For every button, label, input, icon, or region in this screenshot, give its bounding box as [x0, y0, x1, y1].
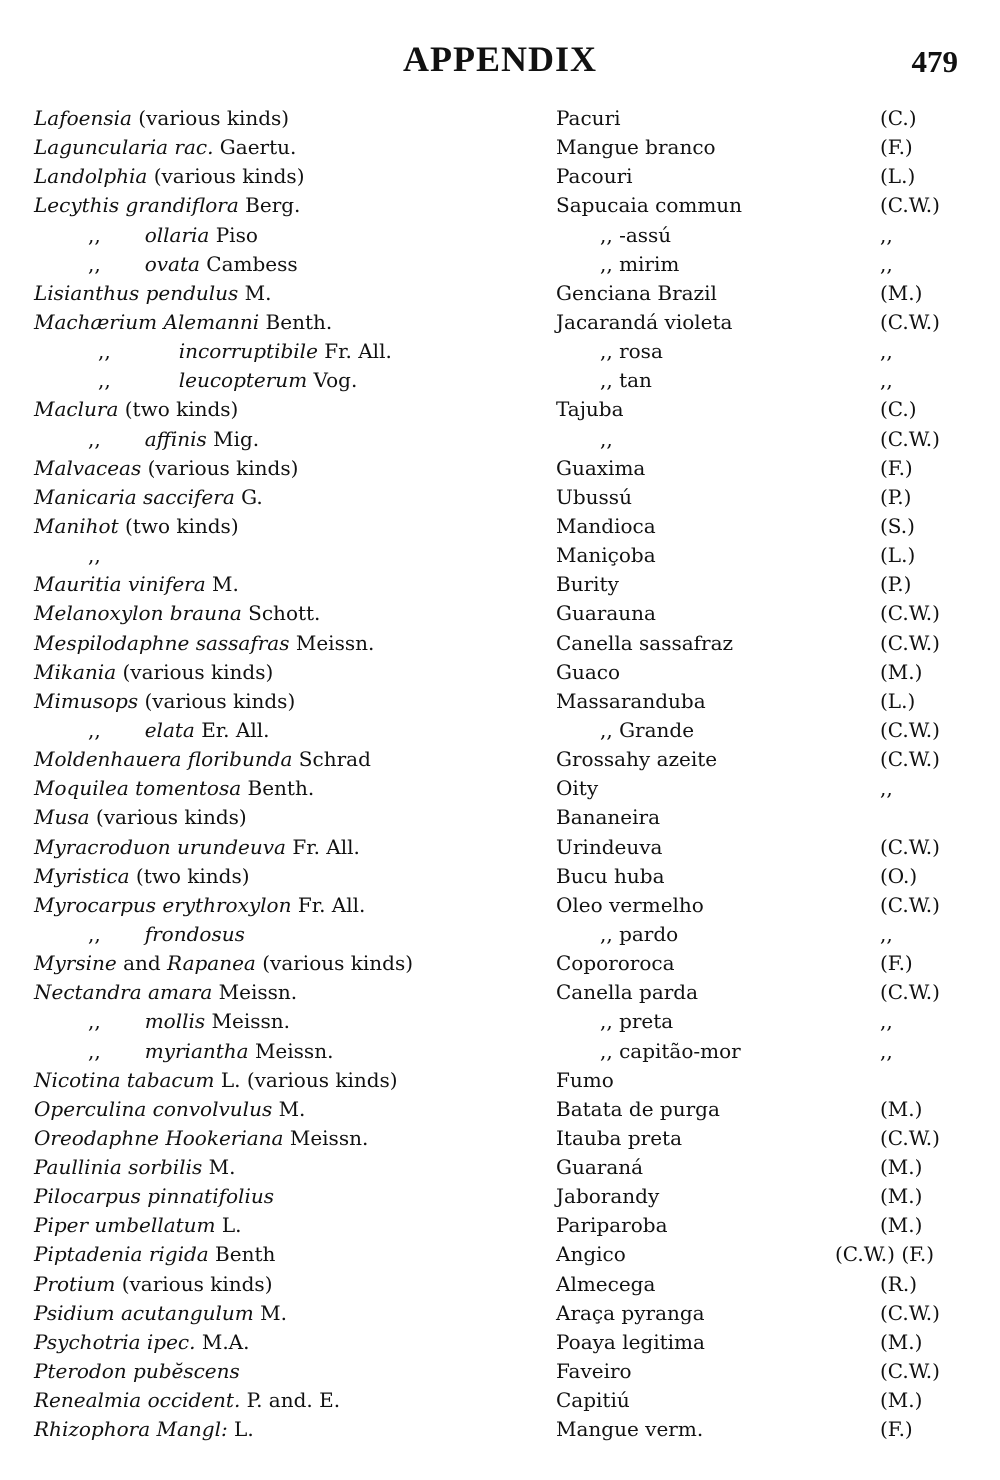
- region-code: ,,: [880, 368, 893, 393]
- scientific-name: [34, 745, 371, 774]
- scientific-name: [34, 133, 296, 162]
- table-row: [0, 1240, 1000, 1269]
- author-note: (various kinds): [89, 805, 247, 830]
- region-code: (O.): [880, 863, 918, 888]
- author-note: (two kinds): [118, 397, 239, 422]
- genus-species: ollaria: [144, 222, 210, 247]
- author-note: L.: [227, 1417, 254, 1442]
- author-note: Meissn.: [205, 1009, 291, 1034]
- genus-species: Melanoxylon brauna: [34, 601, 242, 626]
- genus-species: Moquilea tomentosa: [34, 776, 242, 801]
- common-name: Angico: [556, 1242, 626, 1267]
- common-name: Maniçoba: [556, 543, 656, 568]
- appendix-table: [0, 104, 1000, 1444]
- scientific-name: [34, 1066, 398, 1095]
- scientific-name: [34, 949, 413, 978]
- scientific-name: [34, 1124, 368, 1153]
- scientific-name: [88, 1037, 333, 1066]
- common-name: ,, tan: [600, 368, 652, 393]
- genus-species: Protium: [34, 1271, 116, 1296]
- table-row: [0, 803, 1000, 832]
- author-note: Benth.: [241, 776, 315, 801]
- genus-species: mollis: [144, 1009, 206, 1034]
- table-row: [0, 658, 1000, 687]
- table-row: [0, 978, 1000, 1007]
- table-row: [0, 774, 1000, 803]
- author-note: Cambess: [199, 251, 298, 276]
- common-name: Araça pyranga: [556, 1300, 705, 1325]
- genus-species: Mespilodaphne sassafras: [34, 630, 290, 655]
- table-row: [0, 221, 1000, 250]
- genus-species: Machærium Alemanni: [34, 309, 260, 334]
- author-note: Gaertu.: [213, 135, 297, 160]
- author-note: M.: [205, 572, 239, 597]
- region-code: (C.W.): [880, 892, 940, 917]
- author-note: Piso: [209, 222, 258, 247]
- common-name: Guaco: [556, 659, 621, 684]
- region-code: (C.W.): [880, 601, 940, 626]
- author-note: (various kinds): [115, 1271, 273, 1296]
- common-name: Mangue verm.: [556, 1417, 704, 1442]
- scientific-name: [88, 920, 245, 949]
- table-row: [0, 833, 1000, 862]
- scientific-name: [34, 833, 360, 862]
- common-name: Bucu huba: [556, 863, 665, 888]
- genus-species: elata: [144, 717, 195, 742]
- scientific-name: [34, 308, 332, 337]
- region-code: (M.): [880, 1096, 923, 1121]
- common-name: Capitiú: [556, 1388, 630, 1413]
- common-name: Guarauna: [556, 601, 656, 626]
- author-note: G.: [234, 484, 263, 509]
- region-code: (M.): [880, 1213, 923, 1238]
- genus-species: Manihot: [34, 513, 119, 538]
- region-code: ,,: [880, 921, 893, 946]
- region-code: (C.): [880, 106, 917, 130]
- table-row: [0, 599, 1000, 628]
- genus-species: Psychotria ipec.: [34, 1329, 196, 1354]
- author-note: (various kinds): [147, 164, 305, 189]
- common-name: Guaxima: [556, 455, 646, 480]
- scientific-name: [34, 599, 320, 628]
- table-row: [0, 687, 1000, 716]
- region-code: (C.W.): [880, 747, 940, 772]
- region-code: (C.W.): [880, 834, 940, 859]
- scientific-name: [34, 104, 289, 133]
- scientific-name: [34, 978, 297, 1007]
- table-row: [0, 279, 1000, 308]
- scientific-name: [88, 541, 101, 570]
- region-code: (P.): [880, 572, 912, 597]
- scientific-name: [34, 1270, 273, 1299]
- common-name: Massaranduba: [556, 688, 706, 713]
- table-row: [0, 366, 1000, 395]
- common-name: Pacuri: [556, 106, 621, 130]
- region-code: (C.W.): [880, 1125, 940, 1150]
- region-code: (C.W.): [880, 426, 940, 451]
- scientific-name: [34, 1095, 305, 1124]
- table-row: [0, 1182, 1000, 1211]
- common-name: ,, Grande: [600, 717, 695, 742]
- common-name: Copororoca: [556, 951, 675, 976]
- author-note: Berg.: [238, 193, 301, 218]
- author-note: M.: [253, 1300, 287, 1325]
- region-code: (L.): [880, 164, 916, 189]
- author-note: Meissn.: [283, 1125, 369, 1150]
- author-note: Vog.: [307, 368, 358, 393]
- table-row: [0, 133, 1000, 162]
- scientific-name: [88, 716, 269, 745]
- ditto-mark: ,,: [88, 717, 101, 742]
- table-row: [0, 1095, 1000, 1124]
- genus-species: Nicotina tabacum: [34, 1067, 215, 1092]
- table-row: [0, 308, 1000, 337]
- genus-species: Musa: [34, 805, 90, 830]
- table-row: [0, 949, 1000, 978]
- table-row: [0, 104, 1000, 133]
- common-name: ,, mirim: [600, 251, 680, 276]
- table-row: [0, 1415, 1000, 1444]
- region-code: (L.): [880, 688, 916, 713]
- region-code: (C.W.): [880, 309, 940, 334]
- scientific-name: [34, 862, 250, 891]
- scientific-name: [88, 250, 298, 279]
- region-code: (P.): [880, 484, 912, 509]
- scientific-name: [34, 191, 300, 220]
- table-row: [0, 1153, 1000, 1182]
- author-note: Meissn.: [212, 980, 298, 1005]
- common-name: Ubussú: [556, 484, 632, 509]
- table-row: [0, 1037, 1000, 1066]
- scientific-name: [34, 1153, 235, 1182]
- region-code: (M.): [880, 280, 923, 305]
- table-row: [0, 716, 1000, 745]
- genus-species: Oreodaphne Hookeriana: [34, 1125, 284, 1150]
- author-note: Er. All.: [194, 717, 270, 742]
- table-row: [0, 1299, 1000, 1328]
- author-note: (various kinds): [255, 951, 414, 976]
- table-row: [0, 483, 1000, 512]
- common-name: Canella sassafraz: [556, 630, 734, 655]
- common-name: Oleo vermelho: [556, 892, 704, 917]
- ditto-mark: ,,: [98, 368, 111, 393]
- region-code: ,,: [880, 776, 893, 801]
- author-note: Meissn.: [248, 1038, 334, 1063]
- table-row: [0, 862, 1000, 891]
- ditto-mark: ,,: [88, 426, 101, 451]
- genus-species: leucopterum: [178, 368, 308, 393]
- region-code: (F.): [880, 951, 913, 976]
- scientific-name: [34, 483, 263, 512]
- genus-species: frondosus: [144, 921, 245, 946]
- genus-species: Pterodon pubĕscens: [34, 1359, 240, 1384]
- region-code: (C.W.): [880, 980, 940, 1005]
- region-code: (F.): [880, 455, 913, 480]
- common-name: Sapucaia commun: [556, 193, 743, 218]
- table-row: [0, 337, 1000, 366]
- author-note: (two kinds): [118, 513, 239, 538]
- scientific-name: [34, 1328, 249, 1357]
- common-name: Poaya legitima: [556, 1329, 705, 1354]
- scientific-name: [34, 1211, 242, 1240]
- author-note: (various kinds): [116, 659, 274, 684]
- region-code: (F.): [880, 135, 913, 160]
- table-row: [0, 1270, 1000, 1299]
- author-note: (various kinds): [131, 106, 290, 130]
- region-code: (C.W.): [880, 1300, 940, 1325]
- genus-species: Renealmia occident.: [34, 1388, 241, 1413]
- table-row: [0, 1124, 1000, 1153]
- table-row: [0, 570, 1000, 599]
- author-note: (two kinds): [129, 863, 250, 888]
- common-name: Jaborandy: [556, 1184, 660, 1209]
- genus-species: Myristica: [34, 863, 130, 888]
- genus-species: Nectandra amara: [34, 980, 213, 1005]
- common-name: Faveiro: [556, 1359, 632, 1384]
- region-code: (M.): [880, 1329, 923, 1354]
- common-name: Grossahy azeite: [556, 747, 718, 772]
- scientific-name: [34, 891, 365, 920]
- table-row: [0, 250, 1000, 279]
- scientific-name: [34, 454, 298, 483]
- author-note: Schott.: [241, 601, 321, 626]
- scientific-name: [34, 279, 272, 308]
- table-row: [0, 1211, 1000, 1240]
- region-code: (F.): [880, 1417, 913, 1442]
- table-row: [0, 541, 1000, 570]
- page-number: 479: [911, 44, 958, 79]
- table-row: [0, 1386, 1000, 1415]
- author-note: P. and. E.: [240, 1388, 341, 1413]
- region-code: (C.W.): [880, 1359, 940, 1384]
- common-name: Canella parda: [556, 980, 699, 1005]
- author-note: M.: [202, 1155, 236, 1180]
- scientific-name: [34, 512, 239, 541]
- scientific-name: [98, 366, 357, 395]
- author-note: Fr. All.: [291, 892, 366, 917]
- common-name: Tajuba: [556, 397, 624, 422]
- region-code: (S.): [880, 513, 915, 538]
- region-code: ,,: [880, 1009, 893, 1034]
- table-row: [0, 425, 1000, 454]
- author-note: M.: [272, 1096, 306, 1121]
- table-row: [0, 745, 1000, 774]
- common-name: ,, rosa: [600, 339, 663, 364]
- ditto-mark: ,,: [88, 1038, 101, 1063]
- genus-species: Laguncularia rac.: [34, 135, 214, 160]
- ditto-mark: ,,: [88, 921, 101, 946]
- author-note: Benth: [208, 1242, 276, 1267]
- common-name: Mandioca: [556, 513, 656, 538]
- common-name: Burity: [556, 572, 619, 597]
- page-title: APPENDIX: [403, 39, 597, 79]
- common-name: ,, preta: [600, 1009, 674, 1034]
- author-note: M.: [238, 280, 272, 305]
- scientific-name: [34, 658, 273, 687]
- region-code: ,,: [880, 222, 893, 247]
- author-note: Benth.: [259, 309, 333, 334]
- region-code: (M.): [880, 1388, 923, 1413]
- region-code: (L.): [880, 543, 916, 568]
- genus-species: Lisianthus pendulus: [34, 280, 239, 305]
- author-note: Mig.: [206, 426, 260, 451]
- common-name: Guaraná: [556, 1155, 644, 1180]
- genus-species: ovata: [144, 251, 200, 276]
- table-row: [0, 1066, 1000, 1095]
- genus-species: Operculina convolvulus: [34, 1096, 273, 1121]
- region-code: ,,: [880, 339, 893, 364]
- scientific-name: [34, 1415, 254, 1444]
- genus-species: Manicaria saccifera: [34, 484, 235, 509]
- ditto-mark: ,,: [88, 543, 101, 568]
- scientific-name: [34, 1386, 340, 1415]
- author-note: L.: [215, 1213, 242, 1238]
- author-note: M.A.: [195, 1329, 250, 1354]
- region-code: (C.W.): [880, 630, 940, 655]
- genus-species: Lecythis grandiflora: [34, 193, 239, 218]
- region-code: (C.W.): [880, 193, 940, 218]
- region-code: (R.): [880, 1271, 918, 1296]
- ditto-mark: ,,: [88, 1009, 101, 1034]
- region-code: (M.): [880, 1184, 923, 1209]
- region-code: (C.): [880, 397, 917, 422]
- ditto-mark: ,,: [98, 339, 111, 364]
- scientific-name: [34, 1299, 287, 1328]
- genus-species: Moldenhauera floribunda: [34, 747, 293, 772]
- common-name: Pariparoba: [556, 1213, 668, 1238]
- common-name: ,, capitão-mor: [600, 1038, 741, 1063]
- genus-species: incorruptibile: [178, 339, 318, 364]
- table-row: [0, 1357, 1000, 1386]
- common-name: ,, pardo: [600, 921, 679, 946]
- author-note: Fr. All.: [317, 339, 392, 364]
- region-code: ,,: [880, 1038, 893, 1063]
- common-name: Bananeira: [556, 805, 661, 830]
- genus-species: Lafoensia: [34, 106, 132, 130]
- common-name: Almecega: [556, 1271, 656, 1296]
- author-note: and: [116, 951, 168, 976]
- genus-species: Piper umbellatum: [34, 1213, 216, 1238]
- common-name: Mangue branco: [556, 135, 716, 160]
- genus-species: Myrocarpus erythroxylon: [34, 892, 292, 917]
- common-name: Oity: [556, 776, 599, 801]
- table-row: [0, 1328, 1000, 1357]
- common-name: Genciana Brazil: [556, 280, 717, 305]
- genus-species: myriantha: [144, 1038, 249, 1063]
- table-row: [0, 454, 1000, 483]
- scientific-name: [34, 1182, 274, 1211]
- genus-species: Mimusops: [34, 688, 139, 713]
- table-row: [0, 920, 1000, 949]
- ditto-mark: ,,: [88, 222, 101, 247]
- common-name: ,,: [600, 426, 613, 451]
- genus-species: Paullinia sorbilis: [34, 1155, 203, 1180]
- common-name: Itauba preta: [556, 1125, 682, 1150]
- genus-species: Myracroduon urundeuva: [34, 834, 286, 859]
- region-code: (C.W.) (F.): [835, 1242, 935, 1267]
- region-code: ,,: [880, 251, 893, 276]
- author-note: Meissn.: [289, 630, 375, 655]
- region-code: (M.): [880, 1155, 923, 1180]
- genus-species: Rapanea: [167, 951, 256, 976]
- genus-species: Myrsine: [34, 951, 117, 976]
- table-row: [0, 191, 1000, 220]
- scientific-name: [34, 803, 247, 832]
- genus-species: Mikania: [34, 659, 117, 684]
- table-row: [0, 395, 1000, 424]
- scientific-name: [88, 221, 258, 250]
- table-row: [0, 629, 1000, 658]
- genus-species: Maclura: [34, 397, 119, 422]
- scientific-name: [98, 337, 392, 366]
- author-note: Schrad: [292, 747, 371, 772]
- region-code: (C.W.): [880, 717, 940, 742]
- genus-species: Mauritia vinifera: [34, 572, 206, 597]
- table-row: [0, 162, 1000, 191]
- scientific-name: [34, 570, 239, 599]
- region-code: (M.): [880, 659, 923, 684]
- scientific-name: [34, 162, 305, 191]
- genus-species: Pilocarpus pinnatifolius: [34, 1184, 274, 1209]
- genus-species: Malvaceas: [34, 455, 142, 480]
- ditto-mark: ,,: [88, 251, 101, 276]
- common-name: Urindeuva: [556, 834, 663, 859]
- scientific-name: [34, 774, 314, 803]
- table-row: [0, 512, 1000, 541]
- scientific-name: [34, 395, 238, 424]
- scientific-name: [88, 425, 259, 454]
- genus-species: Rhizophora Mangl:: [34, 1417, 228, 1442]
- author-note: L. (various kinds): [214, 1067, 398, 1092]
- genus-species: Landolphia: [34, 164, 148, 189]
- author-note: (various kinds): [138, 688, 296, 713]
- scientific-name: [34, 629, 374, 658]
- scientific-name: [88, 1007, 290, 1036]
- genus-species: Piptadenia rigida: [34, 1242, 209, 1267]
- scientific-name: [34, 687, 295, 716]
- common-name: Jacarandá violeta: [556, 309, 733, 334]
- genus-species: Psidium acutangulum: [34, 1300, 254, 1325]
- common-name: ,, -assú: [600, 222, 672, 247]
- table-row: [0, 1007, 1000, 1036]
- common-name: Fumo: [556, 1067, 614, 1092]
- scientific-name: [34, 1357, 240, 1386]
- common-name: Batata de purga: [556, 1096, 720, 1121]
- author-note: (various kinds): [141, 455, 299, 480]
- author-note: Fr. All.: [285, 834, 360, 859]
- table-row: [0, 891, 1000, 920]
- common-name: Pacouri: [556, 164, 633, 189]
- scientific-name: [34, 1240, 275, 1269]
- genus-species: affinis: [144, 426, 207, 451]
